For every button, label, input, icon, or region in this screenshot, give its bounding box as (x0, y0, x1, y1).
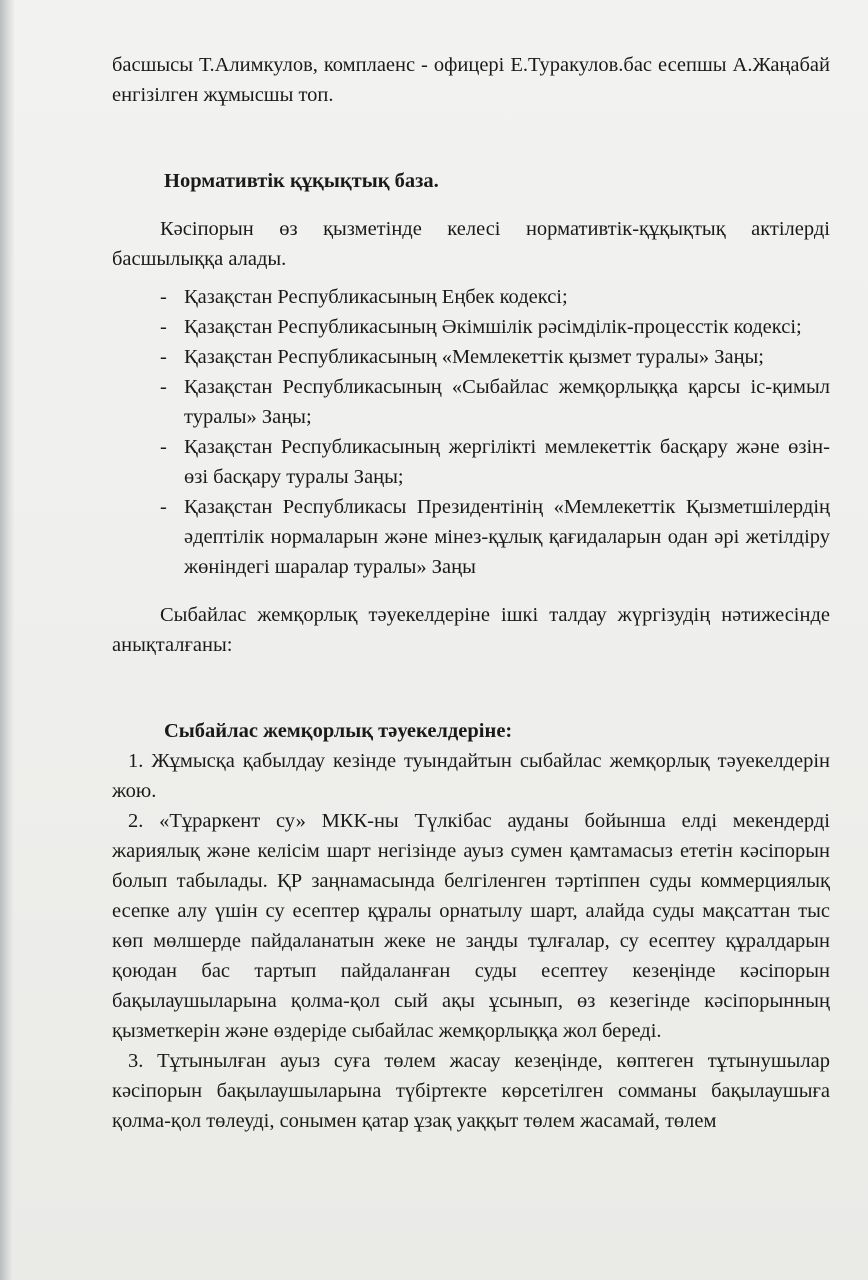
legal-base-heading: Нормативтік құқықтық база. (164, 170, 439, 192)
legal-act-item: - Қазақстан Республикасының «Сыбайлас жемқорлыққа қарсы іс-қимыл туралы» Заңы; (160, 376, 830, 428)
analysis-intro: Сыбайлас жемқорлық тәуекелдеріне ішкі талдау жүргізудің нәтижесінде анықталғаны: (112, 604, 830, 656)
page-edge-shadow (0, 0, 14, 1280)
risks-heading: Сыбайлас жемқорлық тәуекелдеріне: (164, 720, 513, 742)
legal-act-item: - Қазақстан Республикасының Әкімшілік рәсімділік-процесстік кодексі; (160, 316, 802, 338)
risk-item-1: 1. Жұмысқа қабылдау кезінде туындайтын сыбайлас жемқорлық тәуекелдерін жою. (112, 750, 830, 802)
legal-act-item: - Қазақстан Республикасының жергілікті мемлекеттік басқару және өзін-өзі басқару туралы Заңы; (160, 436, 830, 488)
intro-paragraph: басшысы Т.Алимкулов, комплаенс - офицері Е.Туракулов.бас есепшы А.Жаңабай енгізілген жұмысшы топ. (112, 54, 830, 106)
risk-item-2: 2. «Тұраркент су» МКК-ны Түлкібас ауданы бойынша елді мекендерді жариялық және келісім шарт негізінде ауыз сумен қамтамасыз ететін кәсіпорын болып табылады. ҚР заңнамасында белгіленген тәртіппен суды коммерциялық есепке алу үшін су есептер құралы орнатылу шарт, алайда суды мақсаттан тыс көп мөлшерде пайдаланатын жеке не заңды тұлғалар, су есептеу құралдарын қоюдан бас тартып пайдаланған суды есептеу кезеңінде кәсіпорын бақылаушыларына қолма-қол сый ақы ұсынып, өз кезегінде кәсіпорынның қызметкерін және өздеріде сыбайлас жемқорлыққа жол береді. (112, 810, 830, 1042)
legal-acts-list (112, 282, 830, 582)
legal-base-lead: Кәсіпорын өз қызметінде келесі нормативтік-құқықтық актілерді басшылыққа алады. (112, 218, 830, 270)
legal-act-item: - Қазақстан Республикасы Президентінің «Мемлекеттік Қызметшілердің әдептілік нормаларын және мінез-құлық қағидаларын одан әрі жетілдіру жөніндегі шаралар туралы» Заңы (160, 496, 830, 578)
legal-act-item: - Қазақстан Республикасының «Мемлекеттік қызмет туралы» Заңы; (160, 346, 765, 368)
legal-act-item: - Қазақстан Республикасының Еңбек кодексі; (160, 286, 568, 308)
risk-item-3: 3. Тұтынылған ауыз суға төлем жасау кезеңінде, көптеген тұтынушылар кәсіпорын бақылаушыларына түбіртекте көрсетілген сомманы бақылаушыға қолма-қол төлеуді, сонымен қатар ұзақ уаққыт төлем жасамай, төлем (112, 1050, 830, 1132)
document-body (112, 50, 830, 1136)
